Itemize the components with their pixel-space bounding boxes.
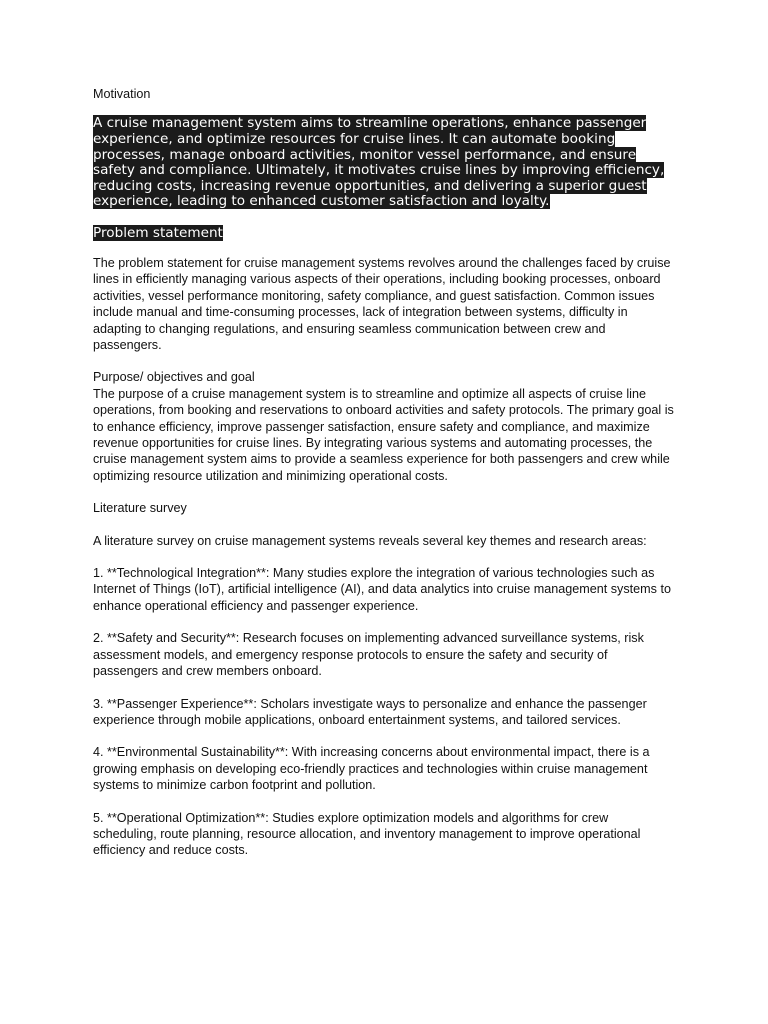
problem-heading-paragraph[interactable] (93, 225, 675, 241)
literature-item: 2. **Safety and Security**: Research focuses on implementing advanced surveillance systems, risk assessment models, and emergency response protocols to ensure the safety and security of passengers and crew members onboard. (93, 631, 644, 679)
problem-paragraph: The problem statement for cruise management systems revolves around the challenges faced by cruise lines in efficiently managing various aspects of their operations, including booking processes, onboard activities, vessel performance monitoring, safety compliance, and guest satisfaction. Common issues include manual and time-consuming processes, lack of integration between systems, difficulty in adapting to changing regulations, and ensuring seamless communication between crew and passengers. (93, 255, 671, 352)
literature-intro: A literature survey on cruise management systems reveals several key themes and research areas: (93, 533, 647, 548)
motivation-paragraph[interactable] (93, 116, 675, 210)
document-page (93, 86, 675, 859)
spacer (93, 728, 675, 744)
spacer (93, 794, 675, 810)
spacer (93, 517, 675, 533)
purpose-heading: Purpose/ objectives and goal (93, 370, 255, 385)
spacer (93, 680, 675, 696)
motivation-text-selected[interactable]: A cruise management system aims to streamline operations, enhance passenger experience, and optimize resources for cruise lines. It can automate booking processes, manage onboard activities, monitor vessel performance, and ensure safety and compliance. Ultimately, it motivates cruise lines by improving efficiency, reducing costs, increasing revenue opportunities, and delivering a superior guest experience, leading to enhanced customer satisfaction and loyalty. (93, 115, 665, 210)
literature-item: 5. **Operational Optimization**: Studies explore optimization models and algorithms for crew scheduling, route planning, resource allocation, and inventory management to improve operational efficiency and reduce costs. (93, 810, 641, 858)
spacer (93, 484, 675, 500)
motivation-heading: Motivation (93, 87, 151, 101)
literature-item: 1. **Technological Integration**: Many studies explore the integration of various technologies such as Internet of Things (IoT), artificial intelligence (AI), and data analytics into cruise management systems to enhance operational efficiency and passenger experience. (93, 566, 671, 613)
literature-heading: Literature survey (93, 501, 187, 516)
spacer (93, 549, 675, 565)
spacer (93, 614, 675, 630)
literature-item: 3. **Passenger Experience**: Scholars investigate ways to personalize and enhance the passenger experience through mobile applications, onboard entertainment systems, and tailored services. (93, 696, 647, 727)
literature-item: 4. **Environmental Sustainability**: With increasing concerns about environmental impact, there is a growing emphasis on developing eco-friendly practices and technologies within cruise management systems to minimize carbon footprint and pollution. (93, 745, 650, 793)
spacer (93, 353, 675, 369)
problem-heading[interactable]: Problem statement (93, 224, 223, 241)
purpose-paragraph: The purpose of a cruise management system is to streamline and optimize all aspects of cruise line operations, from booking and reservations to onboard activities and safety protocols. The primary goal is to enhance efficiency, improve passenger satisfaction, ensure safety and compliance, and maximize revenue opportunities for cruise lines. By integrating various systems and automating processes, the cruise management system aims to provide a seamless experience for both passengers and crew while optimizing resource utilization and minimizing operational costs. (93, 386, 674, 483)
